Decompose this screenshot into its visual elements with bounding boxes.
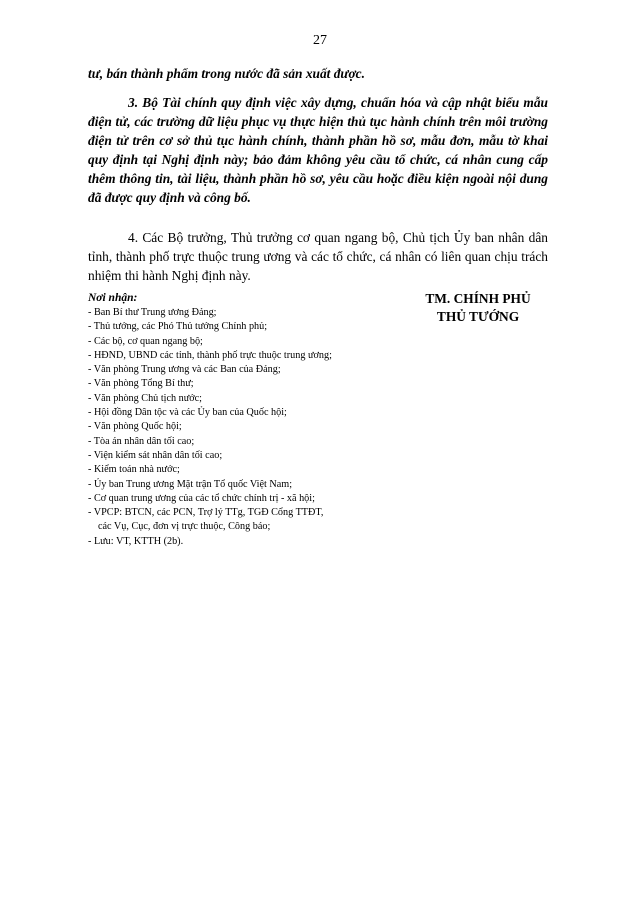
list-item: - Văn phòng Quốc hội;: [88, 421, 182, 433]
list-item: - Ban Bí thư Trung ương Đảng;: [88, 307, 217, 318]
list-item: - Cơ quan trung ương của các tổ chức chính trị - xã hội;: [88, 492, 315, 504]
list-item: - Văn phòng Trung ương và các Ban của Đảng;: [88, 364, 281, 376]
paragraph-clause-3: 3. Bộ Tài chính quy định việc xây dựng, chuẩn hóa và cập nhật biểu mẫu điện tử, các trường dữ liệu phục vụ thực hiện thủ tục hành chính trên môi trường điện tử trên cơ sở thủ tục hành chính, thành phần hồ sơ, mẫu đơn, mẫu tờ khai quy định tại Nghị định này; bảo đảm không yêu cầu tổ chức, cá nhân cung cấp thêm thông tin, tài liệu, thành phần hồ sơ, yêu cầu hoặc điều kiện ngoài nội dung đã được quy định và công bố.: [88, 95, 548, 205]
paragraph-continuation: tư, bán thành phẩm trong nước đã sản xuất được.: [88, 66, 365, 81]
list-item: - Tòa án nhân dân tối cao;: [88, 435, 195, 447]
list-item: - HĐND, UBND các tỉnh, thành phố trực thuộc trung ương;: [88, 349, 332, 361]
list-item: các Vụ, Cục, đơn vị trực thuộc, Công báo;: [98, 521, 271, 533]
list-item: - Hội đồng Dân tộc và các Ủy ban của Quốc hội;: [88, 407, 287, 419]
recipients-title: Nơi nhận:: [88, 292, 138, 304]
recipients-list: [88, 306, 388, 549]
list-item: - Viện kiểm sát nhân dân tối cao;: [88, 449, 223, 461]
signature-block: [398, 290, 558, 326]
list-item: - Lưu: VT, KTTH (2b).: [88, 535, 184, 547]
list-item: - Ủy ban Trung ương Mặt trận Tổ quốc Việt Nam;: [88, 478, 293, 490]
list-item: - VPCP: BTCN, các PCN, Trợ lý TTg, TGĐ Cổng TTĐT,: [88, 507, 324, 519]
recipients-block: [88, 291, 388, 549]
list-item: - Văn phòng Chủ tịch nước;: [88, 392, 202, 404]
list-item: - Thủ tướng, các Phó Thủ tướng Chính phủ;: [88, 321, 268, 333]
list-item: - Kiểm toán nhà nước;: [88, 464, 180, 476]
signature-title: THỦ TƯỚNG: [436, 309, 520, 324]
list-item: - Văn phòng Tổng Bí thư;: [88, 378, 194, 390]
signature-authority: TM. CHÍNH PHỦ: [425, 291, 531, 306]
page-number: 27: [313, 33, 327, 48]
paragraph-clause-4: 4. Các Bộ trưởng, Thủ trưởng cơ quan ngang bộ, Chủ tịch Ủy ban nhân dân tỉnh, thành phố trực thuộc trung ương và các tổ chức, cá nhân có liên quan chịu trách nhiệm thi hành Nghị định này.: [88, 230, 548, 283]
list-item: - Các bộ, cơ quan ngang bộ;: [88, 335, 203, 347]
